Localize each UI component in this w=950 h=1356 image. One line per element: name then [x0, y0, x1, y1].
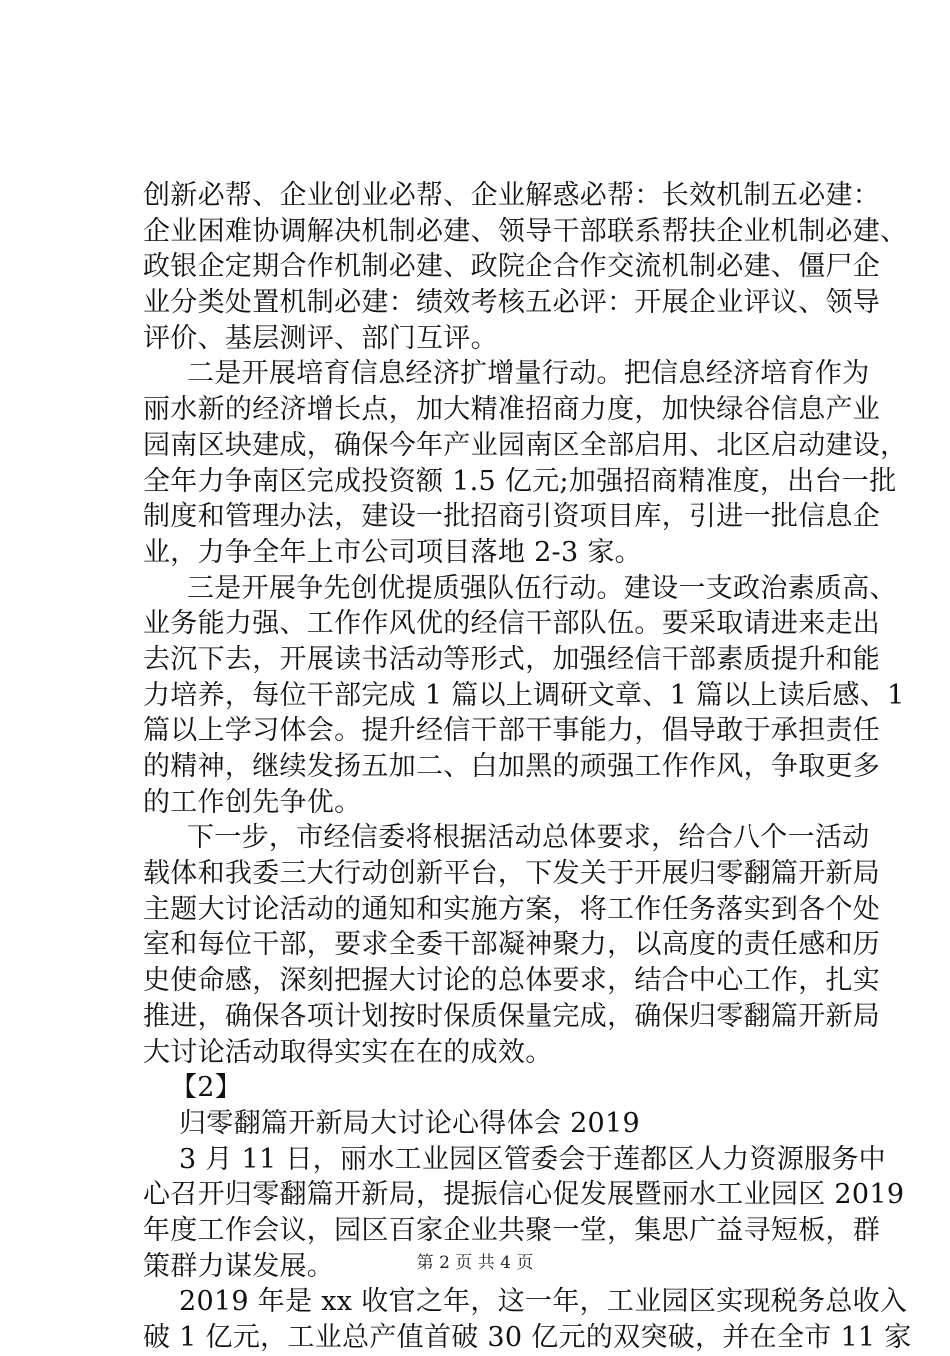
text-line: 的精神，继续发扬五加二、白加黑的顽强工作作风，争取更多 — [143, 751, 881, 782]
paragraph-start-line: 3 月 11 日，丽水工业园区管委会于莲都区人力资源服务中 — [179, 1143, 886, 1175]
text-line: 年度工作会议，园区百家企业共聚一堂，集思广益寻短板，群 — [143, 1214, 881, 1246]
paragraph-start-line: 2019 年是 xx 收官之年，这一年，工业园区实现税务总收入 — [179, 1286, 908, 1318]
text-line: 推进，确保各项计划按时保质保量完成，确保归零翻篇开新局 — [143, 1000, 881, 1032]
text-line: 政银企定期合作机制必建、政院企合作交流机制必建、僵尸企 — [143, 251, 881, 283]
text-line: 业务能力强、工作作风优的经信干部队伍。要采取请进来走出 — [143, 608, 881, 640]
text-line: 篇以上学习体会。提升经信干部干事能力，倡导敢于承担责任 — [143, 715, 881, 747]
text-line: 载体和我委三大行动创新平台，下发关于开展归零翻篇开新局 — [143, 858, 881, 890]
text-line: 丽水新的经济增长点，加大精准招商力度，加快绿谷信息产业 — [143, 394, 881, 426]
text-line: 去沉下去，开展读书活动等形式，加强经信干部素质提升和能 — [143, 643, 881, 675]
text-line: 室和每位干部，要求全委干部凝神聚力，以高度的责任感和历 — [143, 929, 881, 961]
paragraph-start-line: 三是开展争先创优提质强队伍行动。建设一支政治素质高、 — [187, 572, 897, 604]
text-line: 大讨论活动取得实实在在的成效。 — [143, 1036, 553, 1068]
text-line: 心召开归零翻篇开新局，提振信心促发展暨丽水工业园区 2019 — [143, 1179, 905, 1211]
paragraph-start-line: 二是开展培育信息经济扩增量行动。把信息经济培育作为 — [187, 358, 870, 390]
text-line: 主题大讨论活动的通知和实施方案，将工作任务落实到各个处 — [143, 893, 881, 925]
text-line: 的工作创先争优。 — [143, 786, 362, 818]
text-line: 业分类处置机制必建：绩效考核五必评：开展企业评议、领导 — [143, 287, 881, 319]
section-title: 归零翻篇开新局大讨论心得体会 2019 — [179, 1107, 640, 1139]
section-marker: 【2】 — [170, 1072, 243, 1104]
text-line: 制度和管理办法，建设一批招商引资项目库，引进一批信息企 — [143, 501, 881, 533]
text-line: 破 1 亿元，工业总产值首破 30 亿元的双突破，并在全市 11 家 — [143, 1322, 912, 1353]
document-body — [143, 178, 912, 1356]
text-line: 创新必帮、企业创业必帮、企业解惑必帮：长效机制五必建： — [143, 180, 881, 211]
text-line: 史使命感，深刻把握大讨论的总体要求，结合中心工作，扎实 — [143, 965, 881, 997]
text-line: 企业困难协调解决机制必建、领导干部联系帮扶企业机制必建、 — [143, 215, 908, 247]
page-number-footer: 第 2 页 共 4 页 — [416, 1253, 534, 1273]
text-line: 园南区块建成，确保今年产业园南区全部启用、北区启动建设， — [143, 429, 908, 461]
text-line: 全年力争南区完成投资额 1.5 亿元;加强招商精准度，出台一批 — [143, 465, 897, 497]
text-line: 业，力争全年上市公司项目落地 2-3 家。 — [143, 536, 642, 568]
text-line: 评价、基层测评、部门互评。 — [143, 322, 498, 354]
text-line: 力培养，每位干部完成 1 篇以上调研文章、1 篇以上读后感、1 — [143, 679, 905, 711]
text-line: 策群力谋发展。 — [143, 1250, 335, 1282]
paragraph-start-line: 下一步，市经信委将根据活动总体要求，给合八个一活动 — [187, 822, 870, 854]
